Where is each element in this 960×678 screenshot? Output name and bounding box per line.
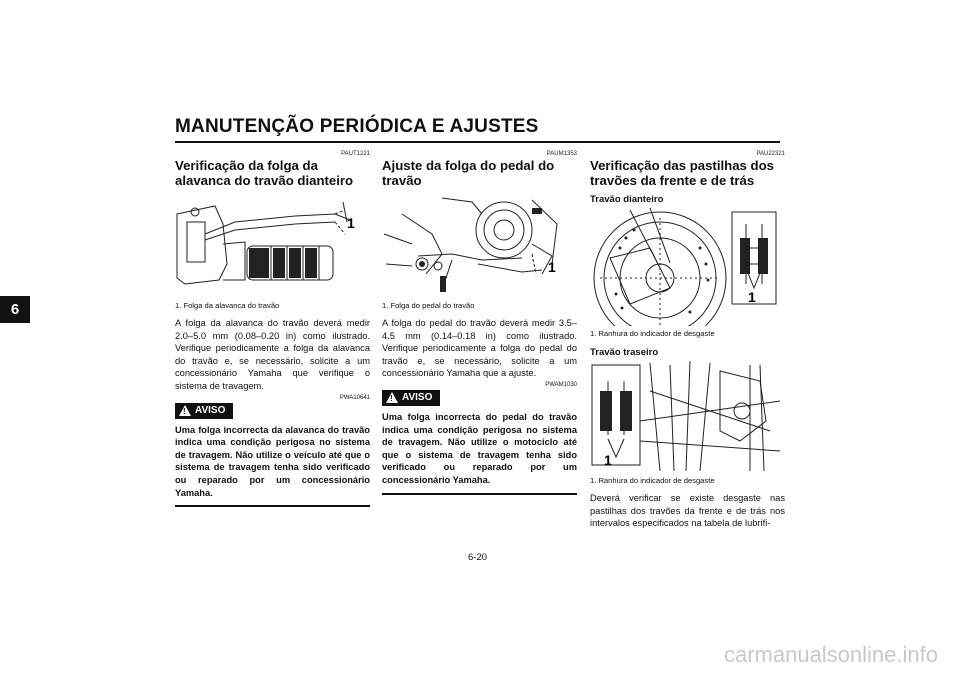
figure-label: 1: [604, 452, 612, 468]
subheading-front: Travão dianteiro: [590, 194, 664, 205]
warning-icon: !: [179, 405, 191, 416]
section-heading: Ajuste da folga do pedal do travão: [382, 158, 555, 188]
section-heading: Verificação das pastilhas dos travões da frente e de trás: [590, 158, 774, 188]
warning-label: AVISO: [195, 405, 226, 417]
section-end-rule: [175, 505, 370, 507]
section-brake-pads: [590, 151, 785, 530]
section-code: PAUT1221: [341, 151, 370, 157]
section-brake-lever: [175, 151, 370, 507]
rear-brake-illustration: [590, 361, 785, 473]
warning-code: PWA10641: [339, 394, 370, 401]
figure-caption: 1. Ranhura do indicador de desgaste: [590, 329, 715, 338]
section-end-rule: [382, 493, 577, 495]
brake-lever-illustration: [175, 194, 370, 298]
section-code: PAU22321: [756, 151, 785, 157]
warning-code: PWAM1030: [545, 381, 577, 388]
watermark: carmanualsonline.info: [723, 642, 938, 667]
header-rule: [175, 141, 780, 143]
page-number: 6-20: [468, 552, 488, 563]
body-text: A folga do pedal do travão deverá medir 3.5–4.5 mm (0.14–0.18 in) como ilustrado. Verifique periodicamente a folga do pedal do travão e, se necessário, solicite a um concessionário Yamaha que a ajuste.: [382, 318, 577, 379]
rear-brake-figure: [590, 361, 785, 473]
warning-banner: [382, 390, 577, 406]
section-heading: Verificação da folga da alavanca do travão dianteiro: [175, 158, 354, 188]
body-text: A folga da alavanca do travão deverá medir 2.0–5.0 mm (0.08–0.20 in) como ilustrado. Verifique periodicamente a folga da alavanca do travão e, se necessário, solicite a um concessionário Yamaha que verifique o sistema de travagem.: [175, 318, 370, 391]
figure-label: 1: [347, 215, 355, 231]
brake-lever-figure: [175, 194, 370, 298]
chapter-tab: 6: [0, 296, 30, 323]
subheading-rear: Travão traseiro: [590, 347, 659, 358]
section-code: PAUM1353: [546, 151, 577, 157]
page-title: MANUTENÇÃO PERIÓDICA E AJUSTES: [175, 116, 539, 137]
figure-caption: 1. Folga da alavanca do travão: [175, 301, 280, 310]
body-text: Deverá verificar se existe desgaste nas pastilhas dos travões da frente e de trás nos intervalos especificados na tabela de lubrifi-: [590, 493, 785, 529]
figure-label: 1: [548, 259, 556, 275]
warning-icon: !: [386, 392, 398, 403]
warning-text: Uma folga incorrecta do pedal do travão indica uma condição perigosa no sistema de travagem. Não utilize o motociclo até que o sistema de travagem tenha sido verificado ou reparado por um concessionário Yamaha.: [382, 411, 577, 485]
figure-caption: 1. Folga do pedal do travão: [382, 301, 475, 310]
brake-pedal-figure: [382, 194, 577, 298]
front-brake-figure: [590, 208, 785, 326]
figure-caption: 1. Ranhura do indicador de desgaste: [590, 476, 715, 485]
front-brake-illustration: [590, 208, 785, 326]
warning-text: Uma folga incorrecta da alavanca do travão indica uma condição perigosa no sistema de travagem. Não utilize o veículo até que o sistema de travagem tenha sido verificado ou reparado por um concessionário Yamaha.: [175, 424, 370, 498]
section-brake-pedal: [382, 151, 577, 495]
brake-pedal-illustration: [382, 194, 577, 298]
warning-banner: [175, 403, 370, 419]
warning-label: AVISO: [402, 392, 433, 404]
figure-label: 1: [748, 289, 756, 305]
